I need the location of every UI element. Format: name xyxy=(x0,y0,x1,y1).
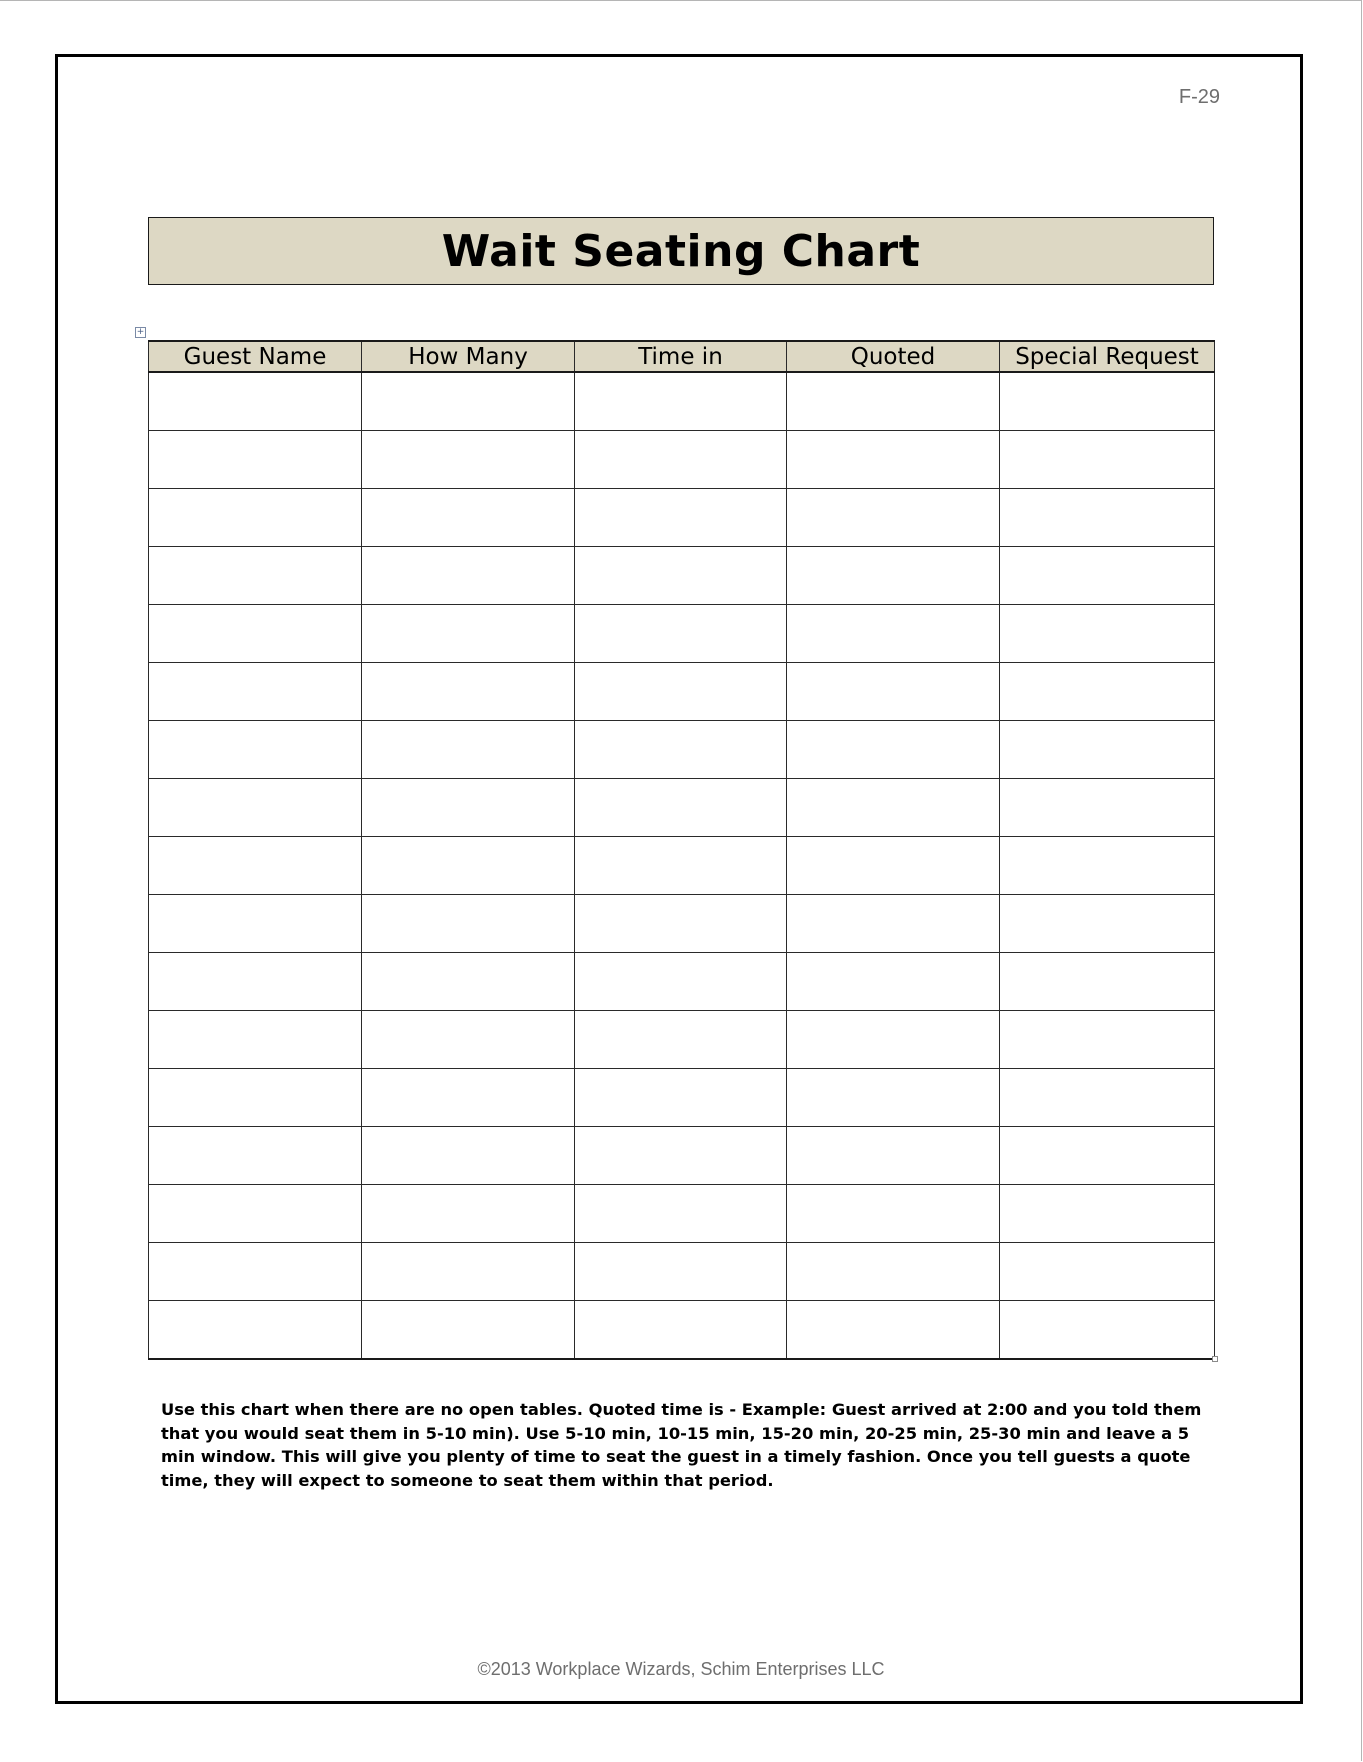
table-cell[interactable] xyxy=(149,1243,362,1301)
table-cell[interactable] xyxy=(575,489,787,547)
table-cell[interactable] xyxy=(362,1185,575,1243)
instructions-text: Use this chart when there are no open tables. Quoted time is - Example: Guest arrived at 2:00 and you told them that you would seat them in 5-10 min). Use 5-10 min, 10-15 min, 15-20 min, 20-25 min, 25-30 min and leave a 5 min window. This will give you plenty of time to seat the guest in a timely fashion. Once you tell guests a quote time, they will expect to someone to seat them within that period. xyxy=(161,1400,1202,1490)
table-cell[interactable] xyxy=(149,547,362,605)
table-cell[interactable] xyxy=(1000,779,1215,837)
table-cell[interactable] xyxy=(149,489,362,547)
table-cell[interactable] xyxy=(1000,1301,1215,1360)
table-cell[interactable] xyxy=(787,779,1000,837)
table-cell[interactable] xyxy=(787,489,1000,547)
table-cell[interactable] xyxy=(149,953,362,1011)
table-cell[interactable] xyxy=(1000,663,1215,721)
table-cell[interactable] xyxy=(1000,1185,1215,1243)
table-cell[interactable] xyxy=(1000,1011,1215,1069)
table-cell[interactable] xyxy=(787,895,1000,953)
table-cell[interactable] xyxy=(362,547,575,605)
table-cell[interactable] xyxy=(362,431,575,489)
table-cell[interactable] xyxy=(787,605,1000,663)
column-header: Special Request xyxy=(1000,341,1215,372)
table-cell[interactable] xyxy=(149,837,362,895)
table-row xyxy=(149,489,1215,547)
table-row xyxy=(149,1185,1215,1243)
table-cell[interactable] xyxy=(362,663,575,721)
table-cell[interactable] xyxy=(575,431,787,489)
table-cell[interactable] xyxy=(575,1185,787,1243)
table-cell[interactable] xyxy=(149,1011,362,1069)
column-header: Time in xyxy=(575,341,787,372)
table-cell[interactable] xyxy=(1000,489,1215,547)
table-row xyxy=(149,1127,1215,1185)
table-cell[interactable] xyxy=(575,1243,787,1301)
table-cell[interactable] xyxy=(149,1301,362,1360)
table-row xyxy=(149,837,1215,895)
table-cell[interactable] xyxy=(575,837,787,895)
table-cell[interactable] xyxy=(362,1069,575,1127)
table-row xyxy=(149,605,1215,663)
table-cell[interactable] xyxy=(362,1127,575,1185)
column-header: Quoted xyxy=(787,341,1000,372)
table-cell[interactable] xyxy=(1000,1243,1215,1301)
table-cell[interactable] xyxy=(1000,895,1215,953)
table-cell[interactable] xyxy=(362,489,575,547)
table-cell[interactable] xyxy=(149,372,362,431)
table-cell[interactable] xyxy=(787,547,1000,605)
table-cell[interactable] xyxy=(575,605,787,663)
move-handle-icon[interactable]: + xyxy=(136,327,145,337)
table-cell[interactable] xyxy=(149,431,362,489)
table-cell[interactable] xyxy=(575,547,787,605)
table-cell[interactable] xyxy=(149,605,362,663)
table-cell[interactable] xyxy=(575,721,787,779)
table-cell[interactable] xyxy=(787,721,1000,779)
page-title: Wait Seating Chart xyxy=(148,217,1214,285)
table-cell[interactable] xyxy=(575,1011,787,1069)
table-cell[interactable] xyxy=(362,837,575,895)
table-cell[interactable] xyxy=(787,431,1000,489)
table-cell[interactable] xyxy=(362,605,575,663)
table-cell[interactable] xyxy=(149,1185,362,1243)
table-cell[interactable] xyxy=(787,1185,1000,1243)
column-header: Guest Name xyxy=(149,341,362,372)
table-cell[interactable] xyxy=(575,1301,787,1360)
table-row xyxy=(149,1069,1215,1127)
table-cell[interactable] xyxy=(787,1069,1000,1127)
table-cell[interactable] xyxy=(575,1127,787,1185)
table-row xyxy=(149,895,1215,953)
table-cell[interactable] xyxy=(787,1301,1000,1360)
column-header: How Many xyxy=(362,341,575,372)
table-cell[interactable] xyxy=(362,1011,575,1069)
form-code: F-29 xyxy=(1178,86,1220,108)
table-cell[interactable] xyxy=(362,1301,575,1360)
table-cell[interactable] xyxy=(1000,953,1215,1011)
table-cell[interactable] xyxy=(575,953,787,1011)
table-row xyxy=(149,721,1215,779)
table-cell[interactable] xyxy=(362,895,575,953)
copyright-footer: ©2013 Workplace Wizards, Schim Enterprises LLC xyxy=(477,1659,885,1679)
table-cell[interactable] xyxy=(575,1069,787,1127)
table-cell[interactable] xyxy=(149,663,362,721)
table-cell[interactable] xyxy=(575,663,787,721)
table-cell[interactable] xyxy=(787,663,1000,721)
table-row xyxy=(149,547,1215,605)
table-row xyxy=(149,372,1215,431)
table-cell[interactable] xyxy=(149,895,362,953)
table-cell[interactable] xyxy=(149,1069,362,1127)
table-row xyxy=(149,953,1215,1011)
table-cell[interactable] xyxy=(1000,837,1215,895)
table-cell[interactable] xyxy=(1000,431,1215,489)
table-cell[interactable] xyxy=(362,1243,575,1301)
table-cell[interactable] xyxy=(787,953,1000,1011)
table-resize-handle[interactable] xyxy=(1212,1356,1218,1362)
table-row xyxy=(149,1011,1215,1069)
table-cell[interactable] xyxy=(149,779,362,837)
table-cell[interactable] xyxy=(787,1011,1000,1069)
table-cell[interactable] xyxy=(1000,1069,1215,1127)
table-cell[interactable] xyxy=(787,837,1000,895)
table-row xyxy=(149,779,1215,837)
table-cell[interactable] xyxy=(362,779,575,837)
wait-seating-table xyxy=(148,340,1215,1360)
table-row xyxy=(149,1243,1215,1301)
table-cell[interactable] xyxy=(362,721,575,779)
table-cell[interactable] xyxy=(1000,372,1215,431)
table-cell[interactable] xyxy=(1000,605,1215,663)
table-cell[interactable] xyxy=(362,372,575,431)
table-body xyxy=(149,372,1215,1359)
table-row xyxy=(149,1301,1215,1360)
table-cell[interactable] xyxy=(787,372,1000,431)
table-row xyxy=(149,663,1215,721)
table-cell[interactable] xyxy=(149,721,362,779)
table-cell[interactable] xyxy=(1000,721,1215,779)
table-cell[interactable] xyxy=(149,1127,362,1185)
table-cell[interactable] xyxy=(362,953,575,1011)
table-cell[interactable] xyxy=(787,1127,1000,1185)
table-cell[interactable] xyxy=(575,895,787,953)
table-cell[interactable] xyxy=(1000,1127,1215,1185)
table-cell[interactable] xyxy=(1000,547,1215,605)
table-cell[interactable] xyxy=(575,779,787,837)
table-header-row xyxy=(149,341,1215,372)
table-row xyxy=(149,431,1215,489)
table-cell[interactable] xyxy=(787,1243,1000,1301)
table-cell[interactable] xyxy=(575,372,787,431)
